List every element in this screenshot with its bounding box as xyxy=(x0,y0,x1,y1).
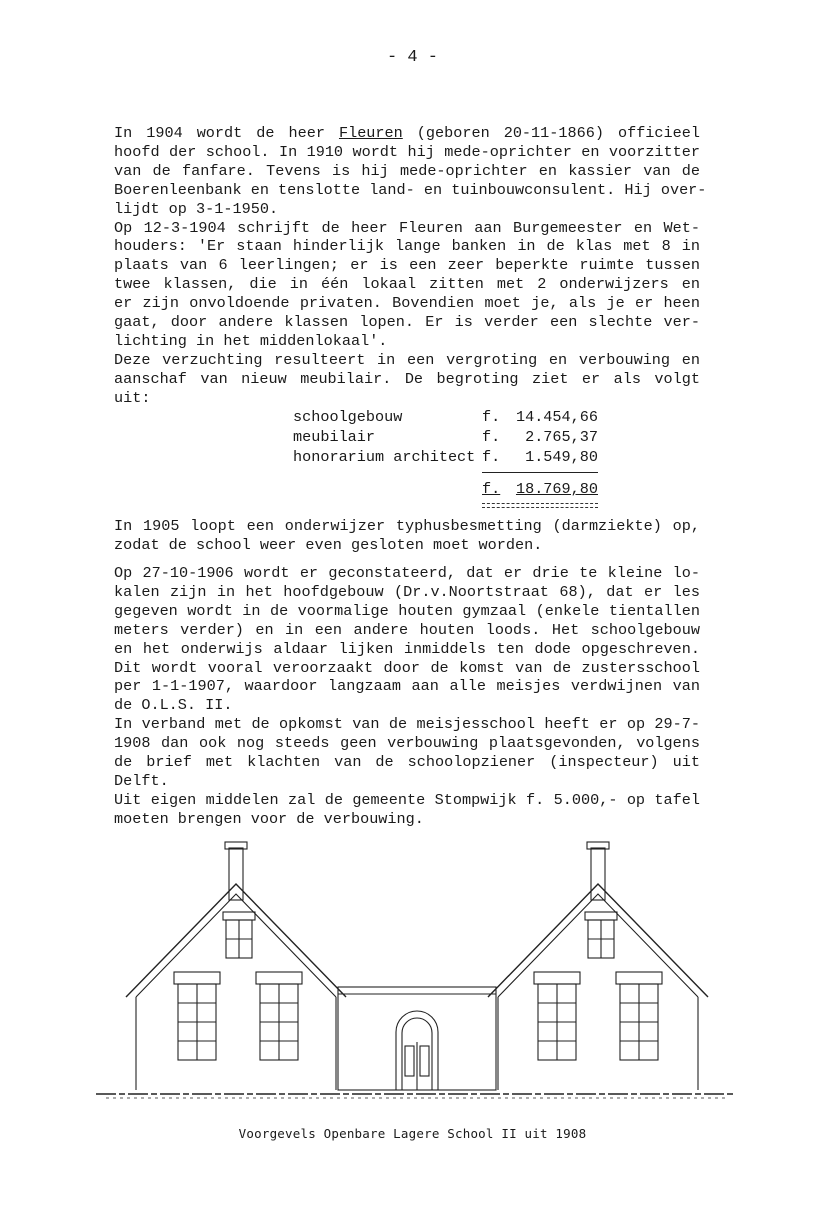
figure-caption: Voorgevels Openbare Lagere School II uit 1908 xyxy=(238,1126,587,1141)
budget-row xyxy=(293,447,598,467)
budget-currency: f. xyxy=(482,448,501,466)
paragraph-fleuren xyxy=(114,124,707,408)
paragraph-typhus xyxy=(114,517,700,555)
text-line: Op 12-3-1904 schrijft de heer Fleuren aan Burgemeester en Wet- xyxy=(114,218,700,237)
budget-amount: 14.454,66 xyxy=(515,408,598,426)
text-line: gegeven wordt in de voormalige houten gymzaal (enkele tientallen xyxy=(114,601,700,620)
budget-label: schoolgebouw xyxy=(293,408,403,426)
text-line: Dit wordt vooral veroorzaakt door de komst van de zustersschool xyxy=(114,658,700,677)
underlined-name: Fleuren xyxy=(338,124,403,142)
double-underline xyxy=(482,503,598,508)
text-line: lichting in het middenlokaal'. xyxy=(114,331,388,350)
text-line: van de fanfare. Tevens is hij mede-oprichter en kassier van de xyxy=(114,161,700,180)
text-line: en het onderwijs aldaar lijken inmiddels ten dode opgeschreven. xyxy=(114,639,700,658)
text-line: hoofd der school. In 1910 wordt hij mede-oprichter en voorzitter xyxy=(114,142,700,161)
text-line: kalen zijn in het hoofdgebouw (Dr.v.Noortstraat 68), dat er les xyxy=(114,582,700,601)
budget-row xyxy=(293,427,598,447)
text-line: per 1-1-1907, waardoor langzaam aan alle meisjes verdwijnen van xyxy=(114,677,700,696)
text-line: uit: xyxy=(114,388,151,407)
text-line: twee klassen, die in één lokaal zitten met 2 onderwijzers en xyxy=(114,275,700,294)
text-line: In 1904 wordt de heer Fleuren (geboren 20-11-1866) officieel xyxy=(114,124,700,142)
text-line: lijdt op 3-1-1950. xyxy=(114,199,279,218)
middle-entrance xyxy=(338,987,496,1090)
page-number: - 4 - xyxy=(386,48,438,67)
budget-currency: f. xyxy=(482,408,501,426)
text-line: moeten brengen voor de verbouwing. xyxy=(114,809,424,828)
total-amount: 18.769,80 xyxy=(515,480,598,498)
text-line: Uit eigen middelen zal de gemeente Stompwijk f. 5.000,- op tafel xyxy=(114,790,700,809)
budget-row xyxy=(293,407,598,427)
text-line: houders: 'Er staan hinderlijk lange banken in de klas met 8 in xyxy=(114,237,700,256)
budget-label: honorarium architect xyxy=(293,448,476,466)
text-line: Op 27-10-1906 wordt er geconstateerd, dat er drie te kleine lo- xyxy=(114,564,700,582)
text-line: In verband met de opkomst van de meisjesschool heeft er op 29-7- xyxy=(114,715,700,734)
budget-table xyxy=(293,407,598,467)
budget-amount: 1.549,80 xyxy=(525,448,598,466)
text-line: Deze verzuchting resulteert in een vergroting en verbouwing en xyxy=(114,350,700,369)
budget-amount: 2.765,37 xyxy=(525,428,598,446)
budget-label: meubilair xyxy=(293,428,376,446)
text-line: meters verder) en in een andere houten loods. Het schoolgebouw xyxy=(114,620,700,639)
text-line: 1908 dan ook nog steeds geen verbouwing plaatsgevonden, volgens xyxy=(114,734,700,753)
text-line: de brief met klachten van de schoolopziener (inspecteur) uit xyxy=(114,753,700,772)
budget-currency: f. xyxy=(482,428,501,446)
left-building xyxy=(126,842,346,1090)
text-line: In 1905 loopt een onderwijzer typhusbesmetting (darmziekte) op, xyxy=(114,517,700,535)
right-building xyxy=(488,842,708,1090)
text-line: Boerenleenbank en tenslotte land- en tuinbouwconsulent. Hij over- xyxy=(114,180,707,199)
text-line: Delft. xyxy=(114,771,169,790)
text-line: de O.L.S. II. xyxy=(114,696,233,715)
text-line: plaats van 6 leerlingen; er is een zeer beperkte ruimte tussen xyxy=(114,256,700,275)
text-line: gaat, door andere klassen lopen. Er is verder een slechte ver- xyxy=(114,313,700,332)
total-currency: f. xyxy=(482,480,501,498)
text-line: er zijn onvoldoende privaten. Bovendien moet je, als je er heen xyxy=(114,294,700,313)
budget-total xyxy=(482,480,598,498)
sum-rule xyxy=(482,472,598,473)
text-line: aanschaf van nieuw meubilair. De begroting ziet er als volgt xyxy=(114,369,700,388)
text-line: zodat de school weer even gesloten moet worden. xyxy=(114,535,543,554)
paragraph-1906 xyxy=(114,564,700,829)
school-facade-drawing xyxy=(96,832,736,1112)
